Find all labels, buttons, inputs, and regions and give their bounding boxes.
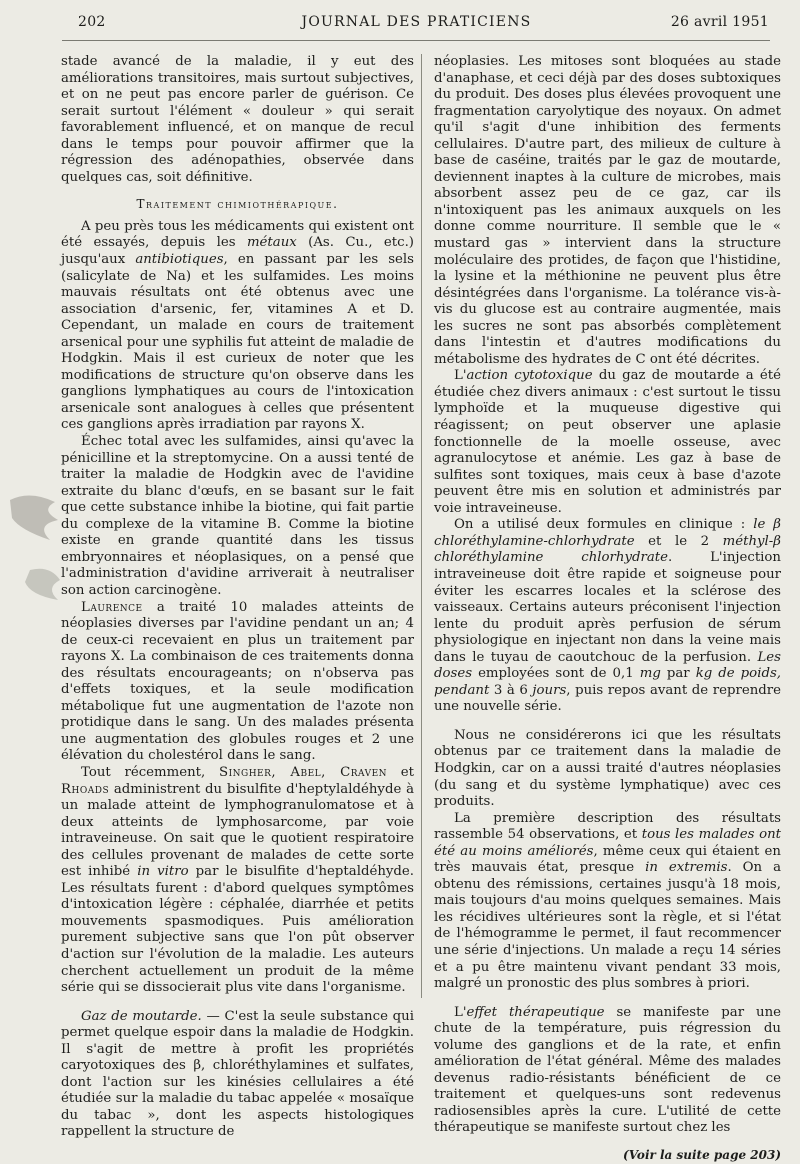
right-column xyxy=(434,54,781,1164)
text-span: a traité 10 malades atteints de néoplasies diverses par l'avidine pendant un an; 4 de ceux-ci recevaient en plus un traitement par rayons X. La combinaison de ces traitements donna des résultats encourageants; on n'observa pas d'effets toxiques, et la seule modification métabolique fut une augmentation de l'azote non protidique dans le sang. Un des malades présenta une augmentation des globules rouges et 2 une élévation du cholestérol dans le sang. xyxy=(61,599,414,764)
text-span: . On a obtenu des rémissions, certaines jusqu'à 18 mois, mais toujours d'au moins quelques semaines. Mais les récidives ultérieures sont la règle, et si l'état de l'hémogramme le permet, il faut recommencer une série d'injections. Un malade a reçu 14 séries et a pu être maintenu vivant pendant 33 mois, malgré un pronostic des plus sombres à priori. xyxy=(434,860,782,992)
italic-term: tous les malades ont été au moins améliorés xyxy=(434,827,781,859)
left-paragraph-3: Échec total avec les sulfamides, ainsi qu'avec la pénicilline et la streptomycine. On a aussi tenté de traiter la maladie de Hodgkin avec de l'avidine extraite du blanc d'œufs, en se basant sur le fait que cette substance inhibe la biotine, qui fait partie du complexe de la vitamine B. Comme la biotine existe en grande quantité dans les tissus embryonnaires et néoplasiques, on a pensé que l'administration d'avidine arriverait à neutraliser son action carcinogène. xyxy=(61,434,414,598)
left-paragraph-4 xyxy=(61,600,414,765)
text-span: Tout récemment, xyxy=(81,764,219,780)
text-span: La première description des résultats rassemble 54 observations, et xyxy=(434,810,781,843)
italic-term: Les doses xyxy=(434,649,781,682)
italic-term: effet thérapeutique xyxy=(466,1004,605,1020)
italic-term: métaux xyxy=(246,235,297,251)
ink-smudge-mark xyxy=(0,480,62,620)
right-paragraph-5 xyxy=(434,811,781,993)
column-divider xyxy=(421,54,422,998)
author-name: Laurence xyxy=(81,599,143,615)
left-paragraph-1: stade avancé de la maladie, il y eut des améliorations transitoires, mais surtout subjectives, et on ne peut pas encore parler de guérison. Ce serait surtout l'élément « douleur » qui serait favorablement influencé, et on manque de recul dans le temps pour pouvoir affirmer que la régression des adénopathies, observée dans quelques cas, soit définitive. xyxy=(61,54,414,185)
issue-date: 26 avril 1951 xyxy=(670,14,769,30)
text-span: . L'injection intraveineuse doit être rapide et soigneuse pour éviter les escarres locales et la sclérose des vaisseaux. Certains auteurs préconisent l'injection lente du produit après perfusion de sérum physiologique en injectant non dans la veine mais dans le tuyau de caoutchouc de la perfusion. xyxy=(434,550,781,665)
left-paragraph-6 xyxy=(61,1009,414,1141)
italic-term: jours xyxy=(532,682,567,698)
text-span: 3 à 6 xyxy=(489,682,533,698)
author-name: Rhoads xyxy=(61,781,110,797)
left-paragraph-5 xyxy=(61,765,414,997)
text-span: employées sont de 0,1 xyxy=(472,666,640,682)
text-span: se manifeste par une chute de la température, puis régression du volume des ganglions et de la rate, et enfin amélioration de l'état général. Même des malades devenus radio-résistants bénéficient de ce traitement et quelques-uns sont redevenus radiosensibles après la cure. L'utilité de cette thérapeutique se manifeste surtout chez les xyxy=(434,1004,781,1136)
text-span: par xyxy=(660,666,696,682)
continued-note: (Voir la suite page 203) xyxy=(623,1148,781,1162)
header-rule xyxy=(62,40,770,41)
text-span: administrent du bisulfite d'heptylaldéhyde à un malade atteint de lymphogranulomatose et à deux atteints de lymphosarcome, par voie intraveineuse. On sait que le quotient respiratoire des cellules provenant de malades de cette sorte est inhibé xyxy=(61,781,414,880)
text-span: , puis repos avant de reprendre une nouvelle série. xyxy=(434,682,781,715)
subsection-heading: Gaz de moutarde. xyxy=(81,1008,202,1024)
right-paragraph-1: néoplasies. Les mitoses sont bloquées au stade d'anaphase, et ceci déjà par des doses subtoxiques du produit. Des doses plus élevées provoquent une fragmentation caryolytique des noyaux. On admet qu'il s'agit d'une inhibition des ferments cellulaires. D'autre part, des milieux de culture à base de caséine, traités par le gaz de moutarde, deviennent inaptes à la culture de microbes, mais absorbent assez peu de ce gaz, car ils n'intoxiquent pas les animaux auxquels on les donne comme nourriture. Il semble que le « mustard gas » intervient dans la structure moléculaire des protides, de façon que l'histidine, la lysine et la méthionine ne peuvent plus être désintégrées dans l'organisme. La tolérance vis-à-vis du glucose est au contraire augmentée, mais les sucres ne sont pas absorbés complètement dans l'intestin et d'autres modifications du métabolisme des hydrates de C ont été décrites. xyxy=(434,54,781,367)
italic-term: in extremis xyxy=(645,860,728,876)
section-heading: Traitement chimiothérapique. xyxy=(136,197,339,212)
author-names: Singher, Abel, Craven xyxy=(218,764,388,780)
text-span: , en passant par les sels (salicylate de Na) et les sulfamides. Les moins mauvais résultats ont été obtenus avec une association d'arsenic, fer, vitamines A et D. Cependant, un malade en cours de traitement arsenical pour une syphilis fut atteint de maladie de Hodgkin. Mais il est curieux de noter que les modifications de structure qu'on observe dans les ganglions lymphatiques au cours de l'intoxication arsenicale sont analogues à celles que présentent ces ganglions après irradiation par rayons X. xyxy=(61,252,414,433)
italic-term: in vitro xyxy=(137,864,189,880)
text-span: et le 2 xyxy=(634,533,723,549)
italic-term: antibiotiques xyxy=(135,252,224,268)
text-span: du gaz de moutarde a été étudiée chez divers animaux : c'est surtout le tissu lymphoïde et la muqueuse digestive qui réagissent; on peut observer une aplasie fonctionnelle de la moelle osseuse, avec agranulocytose et anémie. Les gaz à base de sulfites sont toxiques, mais ceux à base d'azote peuvent être mis en solution et administrés par voie intraveineuse. xyxy=(434,368,781,516)
text-span: — C'est la seule substance qui permet quelque espoir dans la maladie de Hodgkin. Il s'agit de mettre à profit les propriétés caryotoxiques des β, chloréthylamines et sulfates, dont l'action sur les kinésies cellulaires a été étudiée sur la maladie du tabac appelée « mosaïque du tabac », dont les aspects histologiques rappellent la structure de xyxy=(61,1008,414,1140)
italic-term: mg xyxy=(639,666,661,682)
text-span: A peu près tous les médicaments qui existent ont été essayés, depuis les xyxy=(61,218,414,251)
italic-term: méthyl-β chloréthylamine chlorhydrate xyxy=(434,533,781,566)
text-span: L' xyxy=(454,1004,467,1020)
page-number: 202 xyxy=(78,14,106,30)
text-span: , même ceux qui étaient en très mauvais état, presque xyxy=(434,843,781,876)
right-paragraph-4: Nous ne considérerons ici que les résultats obtenus par ce traitement dans la maladie de Hodgkin, car on a aussi traité d'autres néoplasies (du sang et du système lymphatique) avec ces produits. xyxy=(434,727,781,810)
journal-title: JOURNAL DES PRATICIENS xyxy=(301,14,532,30)
italic-term: le β chloréthylamine-chlorhydrate xyxy=(434,517,781,549)
right-paragraph-2 xyxy=(434,368,781,517)
right-paragraph-3 xyxy=(434,517,781,716)
text-span: par le bisulfite d'heptaldéhyde. Les résultats furent : d'abord quelques symptômes d'intoxication légère : céphalée, diarrhée et petits mouvements spasmodiques. Puis amélioration purement subjective sans que l'on pût observer d'action sur l'évolution de la maladie. Les auteurs cherchent actuellement un produit de la même série qui se dissocierait plus vite dans l'organisme. xyxy=(61,864,415,996)
italic-term: action cytotoxique xyxy=(466,368,593,384)
right-paragraph-6 xyxy=(434,1005,781,1137)
text-span: On a utilisé deux formules en clinique : xyxy=(454,517,754,533)
left-paragraph-2 xyxy=(61,219,414,434)
page-header xyxy=(64,14,769,36)
left-column xyxy=(61,54,414,1141)
italic-term: kg de poids, pendant xyxy=(434,666,782,698)
text-span: L' xyxy=(454,368,467,384)
text-span: (As. Cu., etc.) jusqu'aux xyxy=(61,235,414,268)
text-span: et xyxy=(387,764,414,780)
